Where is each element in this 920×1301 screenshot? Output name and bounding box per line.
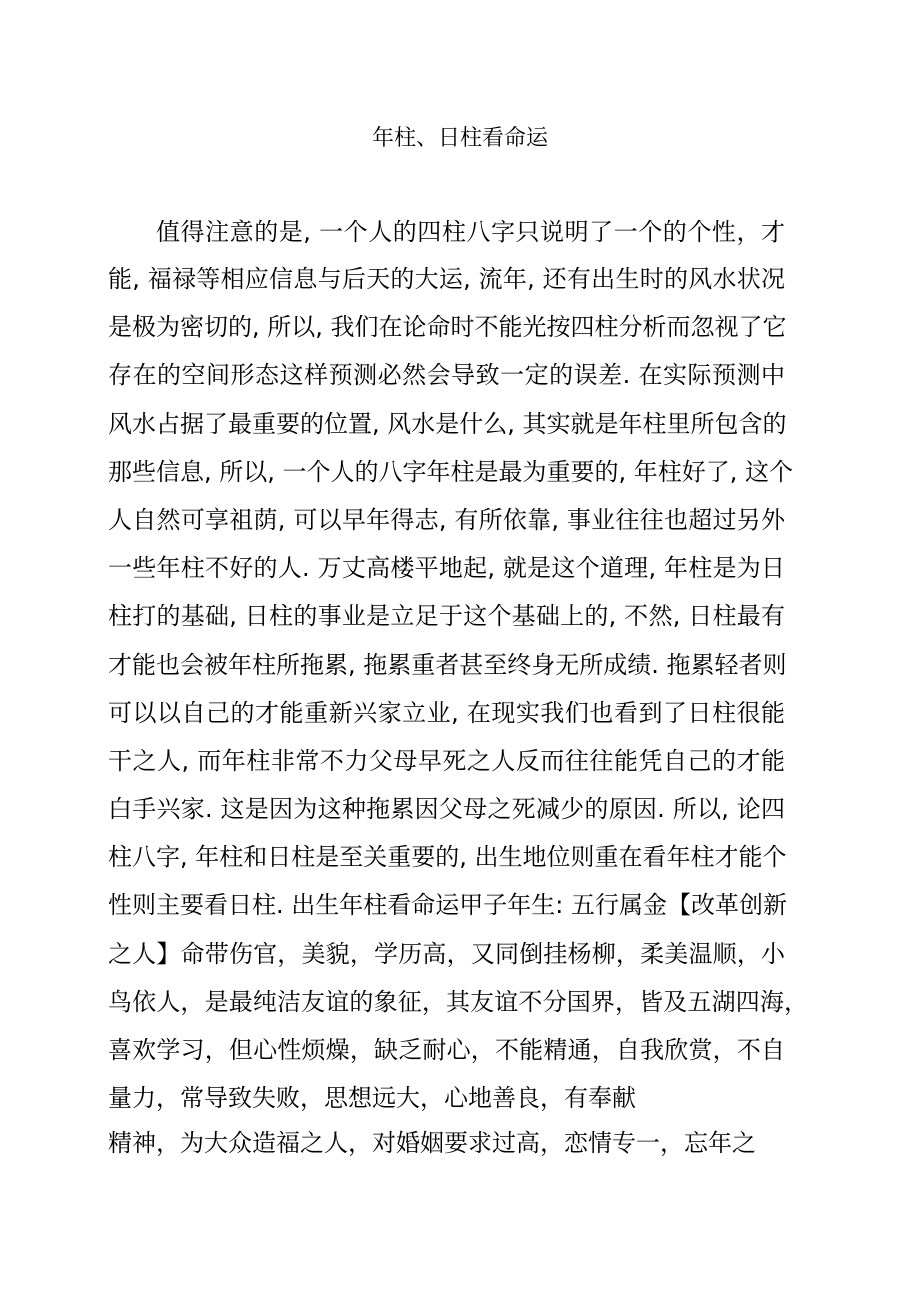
text-line: 喜欢学习，但心性烦燥，缺乏耐心，不能精通，自我欣赏，不自 xyxy=(108,1036,785,1064)
text-line: 值得注意的是, 一个人的四柱八字只说明了一个的个性，才 xyxy=(156,218,785,246)
text-line: 柱打的基础, 日柱的事业是立足于这个基础上的, 不然, 日柱最有 xyxy=(108,602,785,630)
text-line: 一些年柱不好的人. 万丈高楼平地起, 就是这个道理, 年柱是为日 xyxy=(108,554,785,582)
text-line: 人自然可享祖荫, 可以早年得志, 有所依靠, 事业往往也超过另外 xyxy=(108,506,785,534)
text-line: 鸟依人，是最纯洁友谊的象征，其友谊不分国界，皆及五湖四海， xyxy=(108,988,808,1016)
text-line: 可以以自己的才能重新兴家立业, 在现实我们也看到了日柱很能 xyxy=(108,699,785,727)
text-line: 量力，常导致失败，思想远大，心地善良，有奉献 xyxy=(108,1084,636,1112)
document-title: 年柱、日柱看命运 xyxy=(371,126,548,151)
text-line: 之人】命带伤官，美貌，学历高，又同倒挂杨柳，柔美温顺，小 xyxy=(108,940,785,968)
text-line: 能, 福禄等相应信息与后天的大运, 流年, 还有出生时的风水状况 xyxy=(108,265,785,293)
text-line: 是极为密切的, 所以, 我们在论命时不能光按四柱分析而忽视了它 xyxy=(108,313,787,341)
text-line: 性则主要看日柱. 出生年柱看命运甲子年生: 五行属金【改革创新 xyxy=(108,891,787,919)
text-line: 干之人, 而年柱非常不力父母早死之人反而往往能凭自己的才能 xyxy=(108,747,785,775)
text-line: 才能也会被年柱所拖累, 拖累重者甚至终身无所成绩. 拖累轻者则 xyxy=(108,651,787,679)
text-line: 精神，为大众造福之人，对婚姻要求过高，恋情专一，忘年之 xyxy=(108,1129,756,1157)
text-line: 存在的空间形态这样预测必然会导致一定的误差. 在实际预测中 xyxy=(108,361,785,389)
text-line: 风水占据了最重要的位置, 风水是什么, 其实就是年柱里所包含的 xyxy=(108,410,787,438)
text-line: 白手兴家. 这是因为这种拖累因父母之死减少的原因. 所以, 论四 xyxy=(108,795,785,823)
text-line: 柱八字, 年柱和日柱是至关重要的, 出生地位则重在看年柱才能个 xyxy=(108,843,787,871)
text-line: 那些信息, 所以, 一个人的八字年柱是最为重要的, 年柱好了, 这个 xyxy=(108,458,794,486)
